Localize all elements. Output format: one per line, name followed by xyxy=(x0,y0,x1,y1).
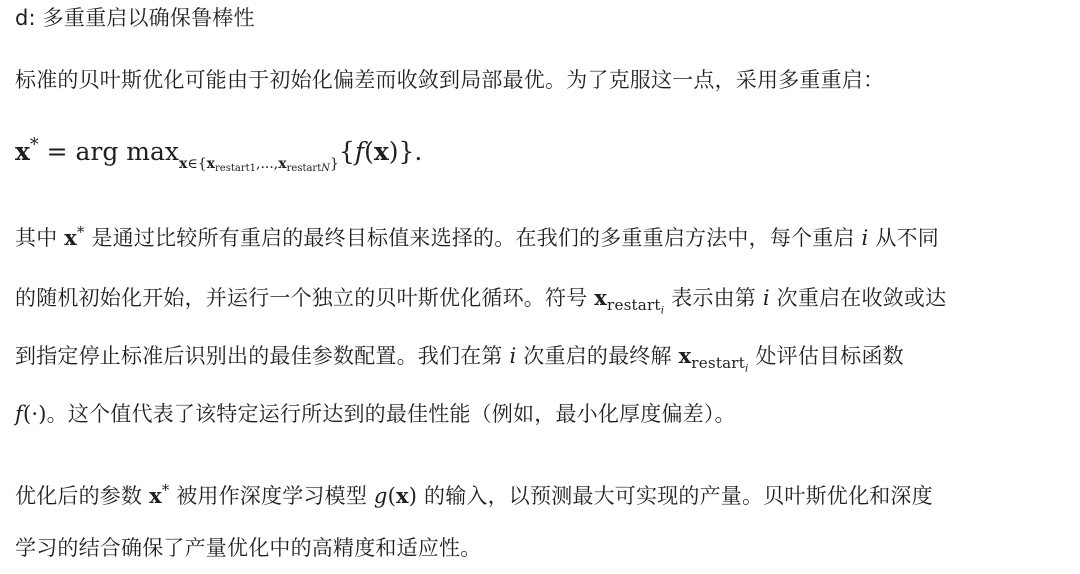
section-heading: d: 多重重启以确保鲁棒性 xyxy=(15,6,255,30)
para2-line2: 的随机初始化开始，并运行一个独立的贝叶斯优化循环。符号 $x_{restart_i}$ 表示由第 i 次重启在收敛或达 xyxy=(15,285,947,317)
intro-paragraph: 标准的贝叶斯优化可能由于初始化偏差而收敛到局部最优。为了克服这一点，采用多重重启： xyxy=(15,68,885,92)
eq-rhs-open: { xyxy=(338,137,355,166)
eq-star: * xyxy=(29,135,39,156)
eq-rhs-close: }. xyxy=(398,137,423,166)
eq-rhs-x: x xyxy=(373,137,389,166)
x-restart-var: x xyxy=(678,343,692,368)
x-star-var: x xyxy=(64,225,78,250)
model-g: g xyxy=(373,484,388,508)
para3-line2: 学习的结合确保了产量优化中的高精度和适应性。 xyxy=(15,536,482,560)
index-i: i xyxy=(509,344,517,368)
restart-equation: x* = arg $\max_{x\in\{x_{restart1},...,x_{restartN}\}}\{f(x)\}$. xyxy=(15,135,423,174)
x-restart-var: x xyxy=(594,285,608,310)
para2-line4: f(·)。这个值代表了该特定运行所达到的最佳性能（例如，最小化厚度偏差）。 xyxy=(15,402,736,426)
eq-f: f xyxy=(354,137,365,166)
index-i: i xyxy=(762,286,770,310)
para2-line3: 到指定停止标准后识别出的最佳参数配置。我们在第 i 次重启的最终解 $x_{restart_i}$ 处评估目标函数 xyxy=(15,343,904,375)
x-star-var: x xyxy=(149,483,162,508)
eq-argmax-subscript: x∈{xrestart1,...,xrestartN} xyxy=(179,156,339,174)
index-i: i xyxy=(861,226,869,250)
objective-f: f xyxy=(15,402,23,426)
eq-x-star-var: x xyxy=(15,137,30,166)
eq-argmax: = arg max xyxy=(38,137,180,166)
para2-line1: 其中 x* 是通过比较所有重启的最终目标值来选择的。在我们的多重重启方法中，每个重启 i 从不同 xyxy=(15,223,939,250)
para3-line1: 优化后的参数 x* 被用作深度学习模型 g(x) 的输入，以预测最大可实现的产量。贝叶斯优化和深度 xyxy=(15,481,933,508)
